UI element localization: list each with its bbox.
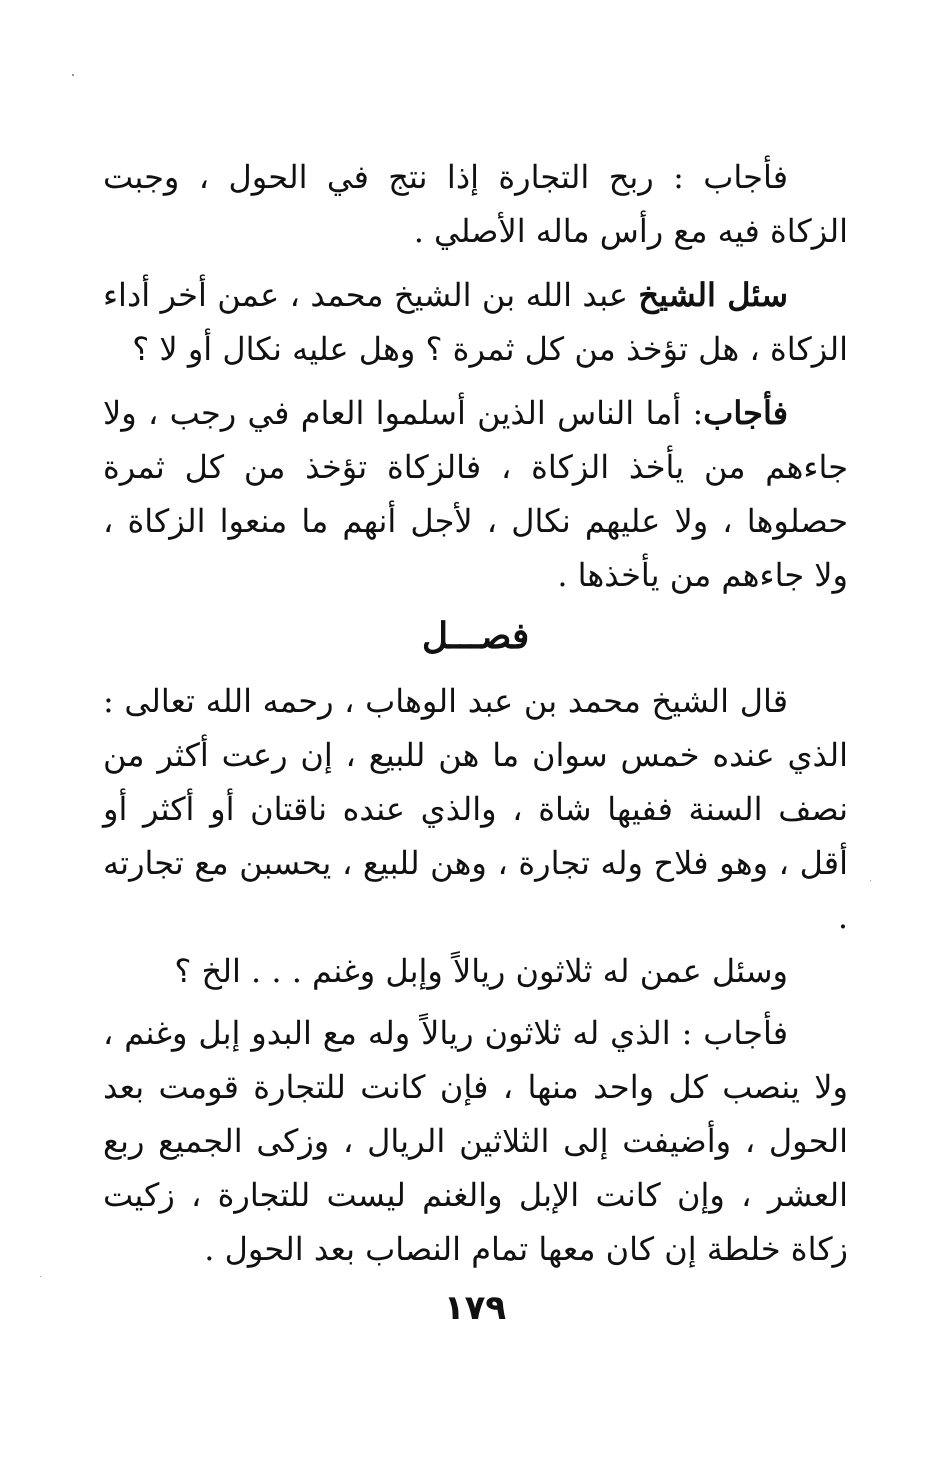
statement-paragraph: [103, 674, 848, 944]
answer-paragraph: [103, 150, 848, 258]
answer-paragraph: [103, 1006, 848, 1276]
paragraph-text: فأجاب : الذي له ثلاثون ريالاً وله مع البدو إبل وغنم ، ولا ينصب كل واحد منها ، فإن كانت للتجارة قومت بعد الحول ، وأضيفت إلى الثلاثين الريال ، وزكى الجميع ربع العشر ، وإن كانت الإبل والغنم ليست للتجارة ، زكيت زكاة خلطة إن كان معها تمام النصاب بعد الحول .: [103, 1014, 848, 1268]
section-heading: فصـــل: [421, 615, 530, 657]
paragraph-text: وسئل عمن له ثلاثون ريالاً وإبل وغنم . . . الخ ؟: [174, 952, 788, 990]
paragraph-lead: فأجاب: [703, 394, 788, 432]
question-paragraph: [103, 268, 848, 376]
paragraph-text: فأجاب : ربح التجارة إذا نتج في الحول ، وجبت الزكاة فيه مع رأس ماله الأصلي .: [103, 158, 848, 250]
paragraph-text: عبد الله بن الشيخ محمد ، عمن أخر أداء الزكاة ، هل تؤخذ من كل ثمرة ؟ وهل عليه نكال أو لا ؟: [103, 276, 848, 368]
scan-speck: [870, 880, 871, 881]
paragraph-lead: سئل الشيخ: [638, 276, 789, 314]
question-paragraph: [103, 944, 848, 998]
page-number: ١٧٩: [443, 1288, 507, 1328]
paragraph-text: قال الشيخ محمد بن عبد الوهاب ، رحمه الله تعالى : الذي عنده خمس سوان ما هن للبيع ، إن رعت أكثر من نصف السنة ففيها شاة ، والذي عنده ناقتان أو أكثر أو أقل ، وهو فلاح وله تجارة ، وهن للبيع ، يحسبن مع تجارته .: [103, 682, 849, 936]
paragraph-text: : أما الناس الذين أسلموا العام في رجب ، ولا جاءهم من يأخذ الزكاة ، فالزكاة تؤخذ من كل ثمرة حصلوها ، ولا عليهم نكال ، لأجل أنهم ما منعوا الزكاة ، ولا جاءهم من يأخذها .: [103, 394, 848, 594]
page-body: [103, 150, 848, 1284]
answer-paragraph: [103, 386, 848, 602]
scan-speck: [72, 74, 74, 76]
scan-speck: [40, 1276, 41, 1277]
